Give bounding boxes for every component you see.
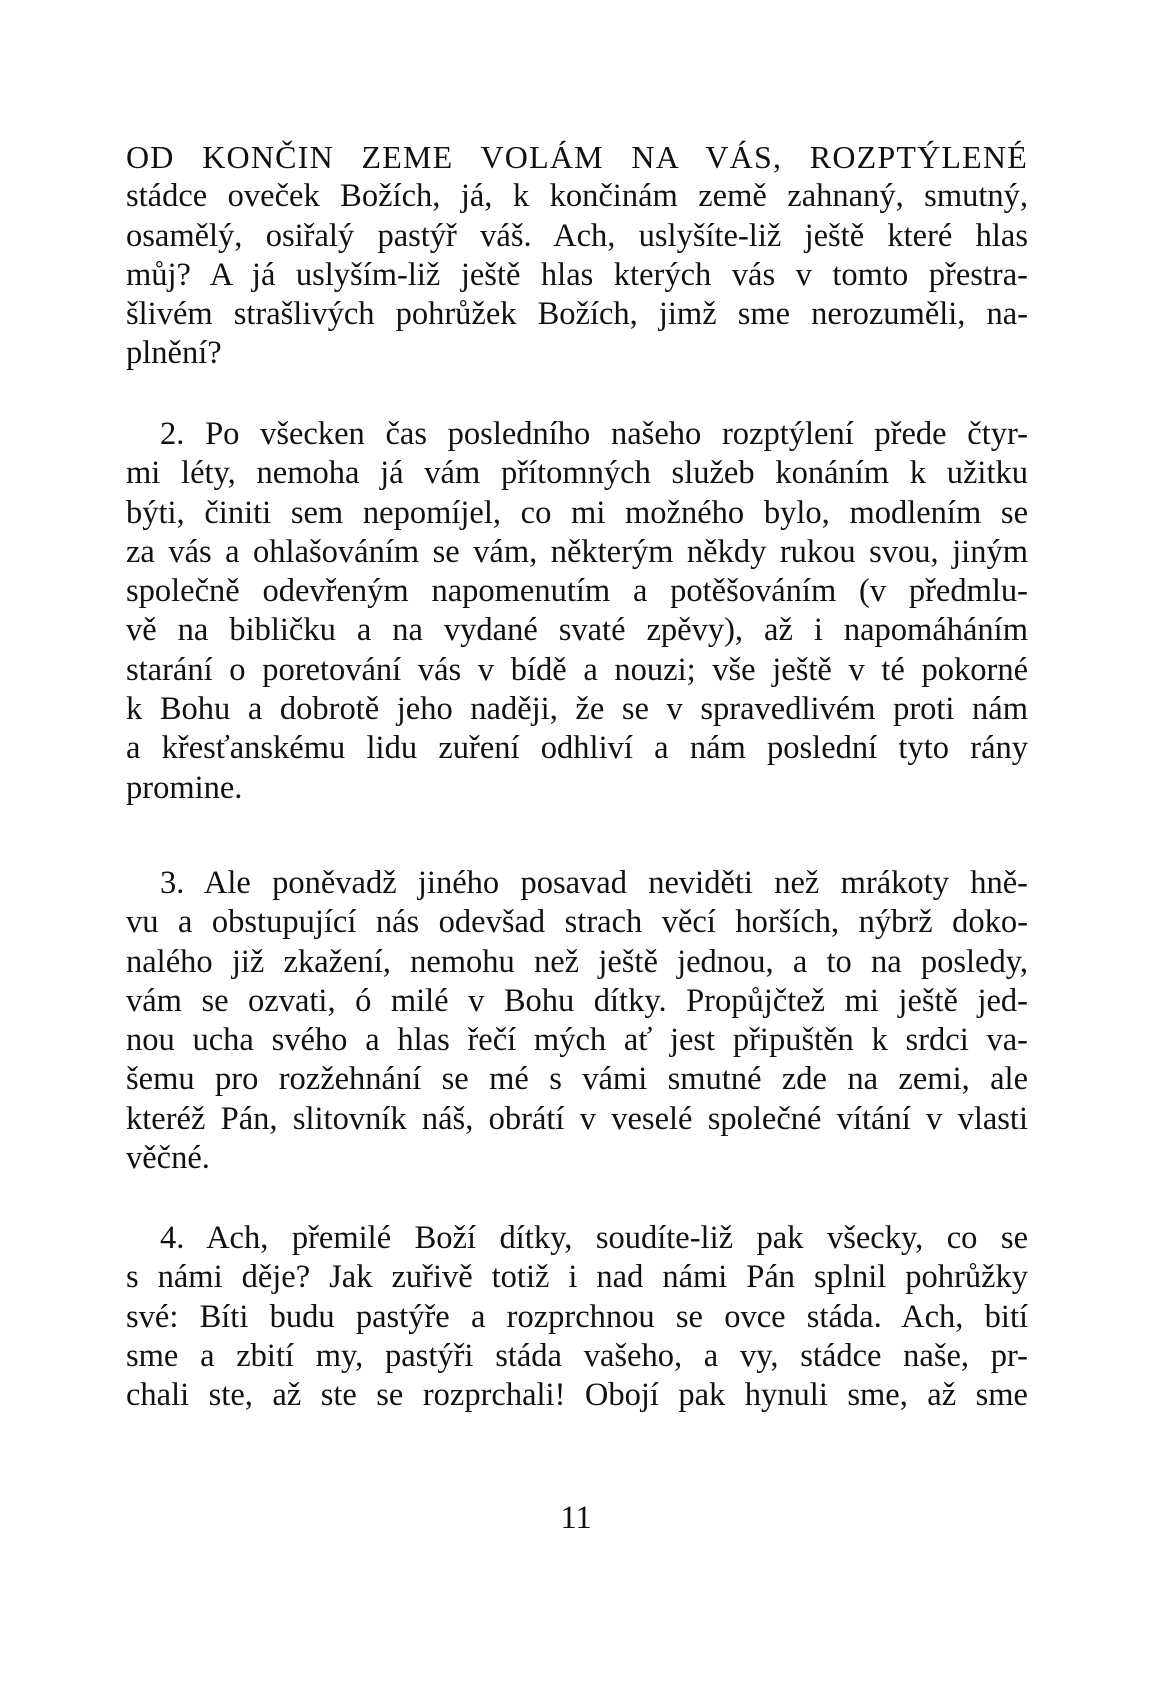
paragraph-4 (126, 1219, 1028, 1415)
page-number: 11 (560, 1500, 592, 1536)
text-line: promine. (126, 769, 243, 806)
opening-line: OD KONČIN ZEME VOLÁM NA VÁS, ROZPTÝLENÉ (126, 139, 1028, 175)
text-line: vám se ozvati, ó milé v Bohu dítky. Propůjčtež mi ještě jed- (126, 982, 1028, 1019)
text-line: chali ste, až ste se rozprchali! Obojí pak hynuli sme, až sme (126, 1377, 1028, 1414)
text-line: 4. Ach, přemilé Boží dítky, soudíte-liž pak všecky, co se (160, 1220, 1028, 1256)
text-line: můj? A já uslyším-liž ještě hlas kterých vás v tomto přestra- (126, 256, 1028, 293)
text-line: nou ucha svého a hlas řečí mých ať jest připuštěn k srdci va- (126, 1022, 1028, 1059)
text-line: a křesťanskému lidu zuření odhliví a nám poslední tyto rány (126, 730, 1028, 767)
text-line: nalého již zkažení, nemohu než ještě jednou, a to na posledy, (126, 943, 1028, 980)
text-line: s námi děje? Jak zuřivě totiž i nad námi Pán splnil pohrůžky (126, 1259, 1028, 1296)
text-line: plnění? (126, 335, 222, 372)
text-line: býti, činiti sem nepomíjel, co mi možného bylo, modlením se (126, 494, 1028, 531)
paragraph-1 (126, 138, 1028, 374)
text-line: 2. Po všecken čas posledního našeho rozptýlení přede čtyr- (160, 416, 1028, 452)
text-line: osamělý, osiřalý pastýř váš. Ach, uslyšíte-liž ještě které hlas (126, 217, 1028, 254)
text-line: 3. Ale poněvadž jiného posavad neviděti než mrákoty hně- (160, 865, 1028, 901)
text-line: sme a zbití my, pastýři stáda vašeho, a vy, stádce naše, pr- (126, 1337, 1028, 1374)
paragraph-2 (126, 415, 1028, 808)
text-line: šlivém strašlivých pohrůžek Božích, jimž sme nerozuměli, na- (126, 296, 1028, 333)
text-line: za vás a ohlašováním se vám, některým někdy rukou svou, jiným (126, 533, 1028, 570)
paragraph-3 (126, 864, 1028, 1178)
text-line: k Bohu a dobrotě jeho naději, že se v spravedlivém proti nám (126, 691, 1028, 728)
text-line: kteréž Pán, slitovník náš, obrátí v veselé společné vítání v vlasti (126, 1100, 1028, 1137)
text-line: vu a obstupující nás odevšad strach věcí horších, nýbrž doko- (126, 904, 1028, 941)
text-line: stádce oveček Božích, já, k končinám země zahnaný, smutný, (126, 178, 1028, 215)
text-line: starání o poretování vás v bídě a nouzi; vše ještě v té pokorné (126, 651, 1028, 688)
text-line: společně odevřeným napomenutím a potěšováním (v předmlu- (126, 573, 1028, 610)
text-line: mi léty, nemoha já vám přítomných služeb konáním k užitku (126, 455, 1028, 492)
text-line: vě na bibličku a na vydané svaté zpěvy), až i napomáháním (126, 612, 1028, 649)
text-line: šemu pro rozžehnání se mé s vámi smutné zde na zemi, ale (126, 1061, 1028, 1098)
text-line: své: Bíti budu pastýře a rozprchnou se ovce stáda. Ach, bití (126, 1298, 1028, 1335)
text-line: věčné. (126, 1140, 210, 1177)
